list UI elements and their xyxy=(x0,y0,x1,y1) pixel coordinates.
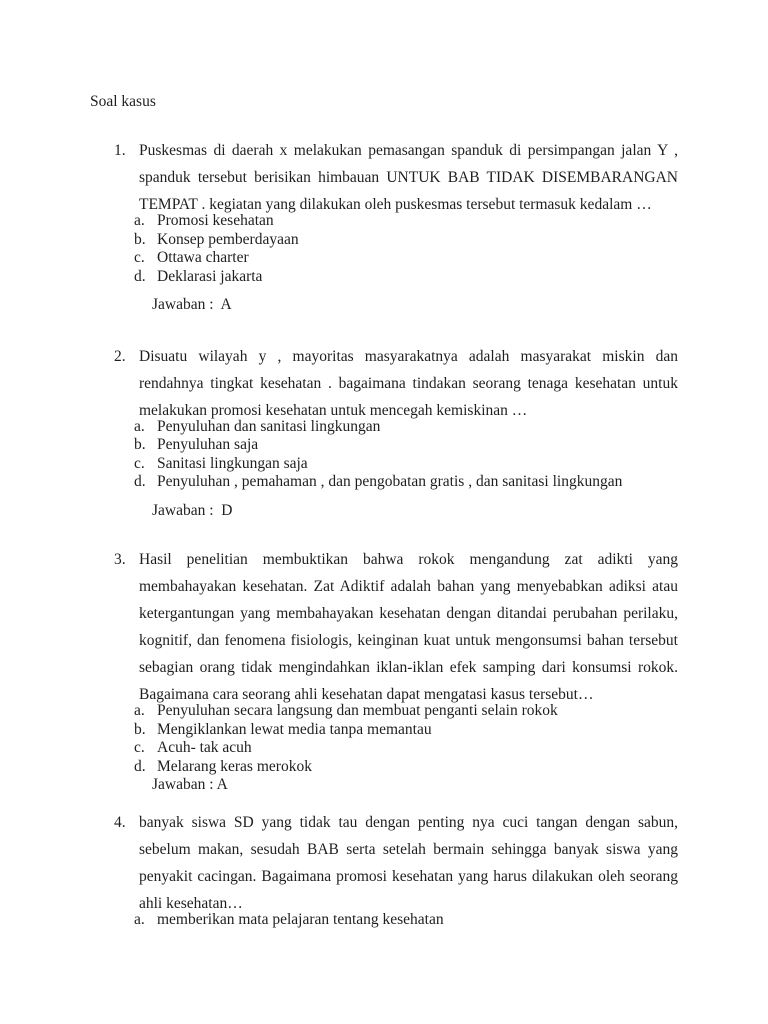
question-4-options xyxy=(134,911,678,930)
option-text: Sanitasi lingkungan saja xyxy=(157,454,308,472)
question-1-options xyxy=(134,212,678,286)
option-letter: b. xyxy=(134,230,146,248)
question-3 xyxy=(114,546,678,795)
option-letter: d. xyxy=(134,267,146,285)
list-item xyxy=(134,268,678,287)
option-letter: a. xyxy=(134,212,145,229)
option-text: Melarang keras merokok xyxy=(157,757,312,775)
list-item xyxy=(134,739,678,758)
question-1-body xyxy=(114,137,678,218)
option-text: memberikan mata pelajaran tentang kesehatan xyxy=(157,910,444,928)
option-letter: c. xyxy=(134,739,145,756)
list-item xyxy=(134,911,678,930)
option-text: Penyuluhan , pemahaman , dan pengobatan gratis , dan sanitasi lingkungan xyxy=(157,473,623,490)
list-item xyxy=(134,231,678,250)
option-text: Mengiklankan lewat media tanpa memantau xyxy=(157,720,432,738)
question-2-options xyxy=(134,418,678,492)
option-letter: c. xyxy=(134,249,145,266)
question-4-number: 4. xyxy=(114,813,126,831)
option-letter: a. xyxy=(134,910,145,928)
question-3-options xyxy=(134,702,678,776)
list-item xyxy=(134,758,678,777)
question-4-body xyxy=(114,809,678,917)
question-4 xyxy=(114,809,678,930)
answer-line: Jawaban : D xyxy=(152,501,233,519)
list-item xyxy=(134,212,678,231)
list-item xyxy=(134,436,678,455)
question-2-number: 2. xyxy=(114,347,126,365)
question-1 xyxy=(114,137,678,315)
question-3-text: Hasil penelitian membuktikan bahwa rokok mengandung zat adikti yang membahayakan kesehatan. Zat Adiktif adalah bahan yang menyebabkan adiksi atau ketergantungan yang membahayakan kesehatan dengan ditandai perubahan perilaku, kognitif, dan fenomena fisiologis, keinginan kuat untuk mengonsumsi bahan tersebut sebagian orang tidak mengindahkan iklan-iklan efek samping dari konsumsi rokok. Bagaimana cara seorang ahli kesehatan dapat mengatasi kasus tersebut… xyxy=(139,551,678,703)
option-text: Deklarasi jakarta xyxy=(157,267,263,285)
list-item xyxy=(134,473,678,492)
answer-line: Jawaban : A xyxy=(152,776,228,793)
option-letter: b. xyxy=(134,436,146,453)
option-letter: d. xyxy=(134,757,146,775)
question-1-text: Puskesmas di daerah x melakukan pemasangan spanduk di persimpangan jalan Y , spanduk tersebut berisikan himbauan UNTUK BAB TIDAK DISEMBARANGAN TEMPAT . kegiatan yang dilakukan oleh puskesmas tersebut termasuk kedalam … xyxy=(139,142,678,213)
option-text: Penyuluhan secara langsung dan membuat penganti selain rokok xyxy=(157,702,558,719)
answer-line: Jawaban : A xyxy=(152,296,232,313)
list-item xyxy=(134,249,678,268)
option-letter: b. xyxy=(134,720,146,738)
list-item xyxy=(134,418,678,437)
question-2 xyxy=(114,343,678,521)
option-letter: a. xyxy=(134,417,145,435)
question-2-body xyxy=(114,343,678,424)
page-title: Soal kasus xyxy=(90,93,156,110)
option-letter: c. xyxy=(134,454,145,472)
list-item xyxy=(134,455,678,474)
option-text: Acuh- tak acuh xyxy=(157,739,252,756)
option-letter: a. xyxy=(134,702,145,719)
option-letter: d. xyxy=(134,473,146,490)
question-3-body xyxy=(114,546,678,708)
question-1-number: 1. xyxy=(114,142,126,159)
option-text: Promosi kesehatan xyxy=(157,212,274,229)
option-text: Penyuluhan saja xyxy=(157,436,259,453)
option-text: Konsep pemberdayaan xyxy=(157,230,299,248)
list-item xyxy=(134,702,678,721)
question-4-text: banyak siswa SD yang tidak tau dengan penting nya cuci tangan dengan sabun, sebelum makan, sesudah BAB serta setelah bermain sehingga banyak siswa yang penyakit cacingan. Bagaimana promosi kesehatan yang harus dilakukan oleh seorang ahli kesehatan… xyxy=(139,813,678,912)
list-item xyxy=(134,721,678,740)
question-3-number: 3. xyxy=(114,551,126,568)
option-text: Penyuluhan dan sanitasi lingkungan xyxy=(157,417,381,435)
question-2-text: Disuatu wilayah y , mayoritas masyarakatnya adalah masyarakat miskin dan rendahnya tingkat kesehatan . bagaimana tindakan seorang tenaga kesehatan untuk melakukan promosi kesehatan untuk mencegah kemiskinan … xyxy=(139,347,678,419)
option-text: Ottawa charter xyxy=(157,249,249,266)
